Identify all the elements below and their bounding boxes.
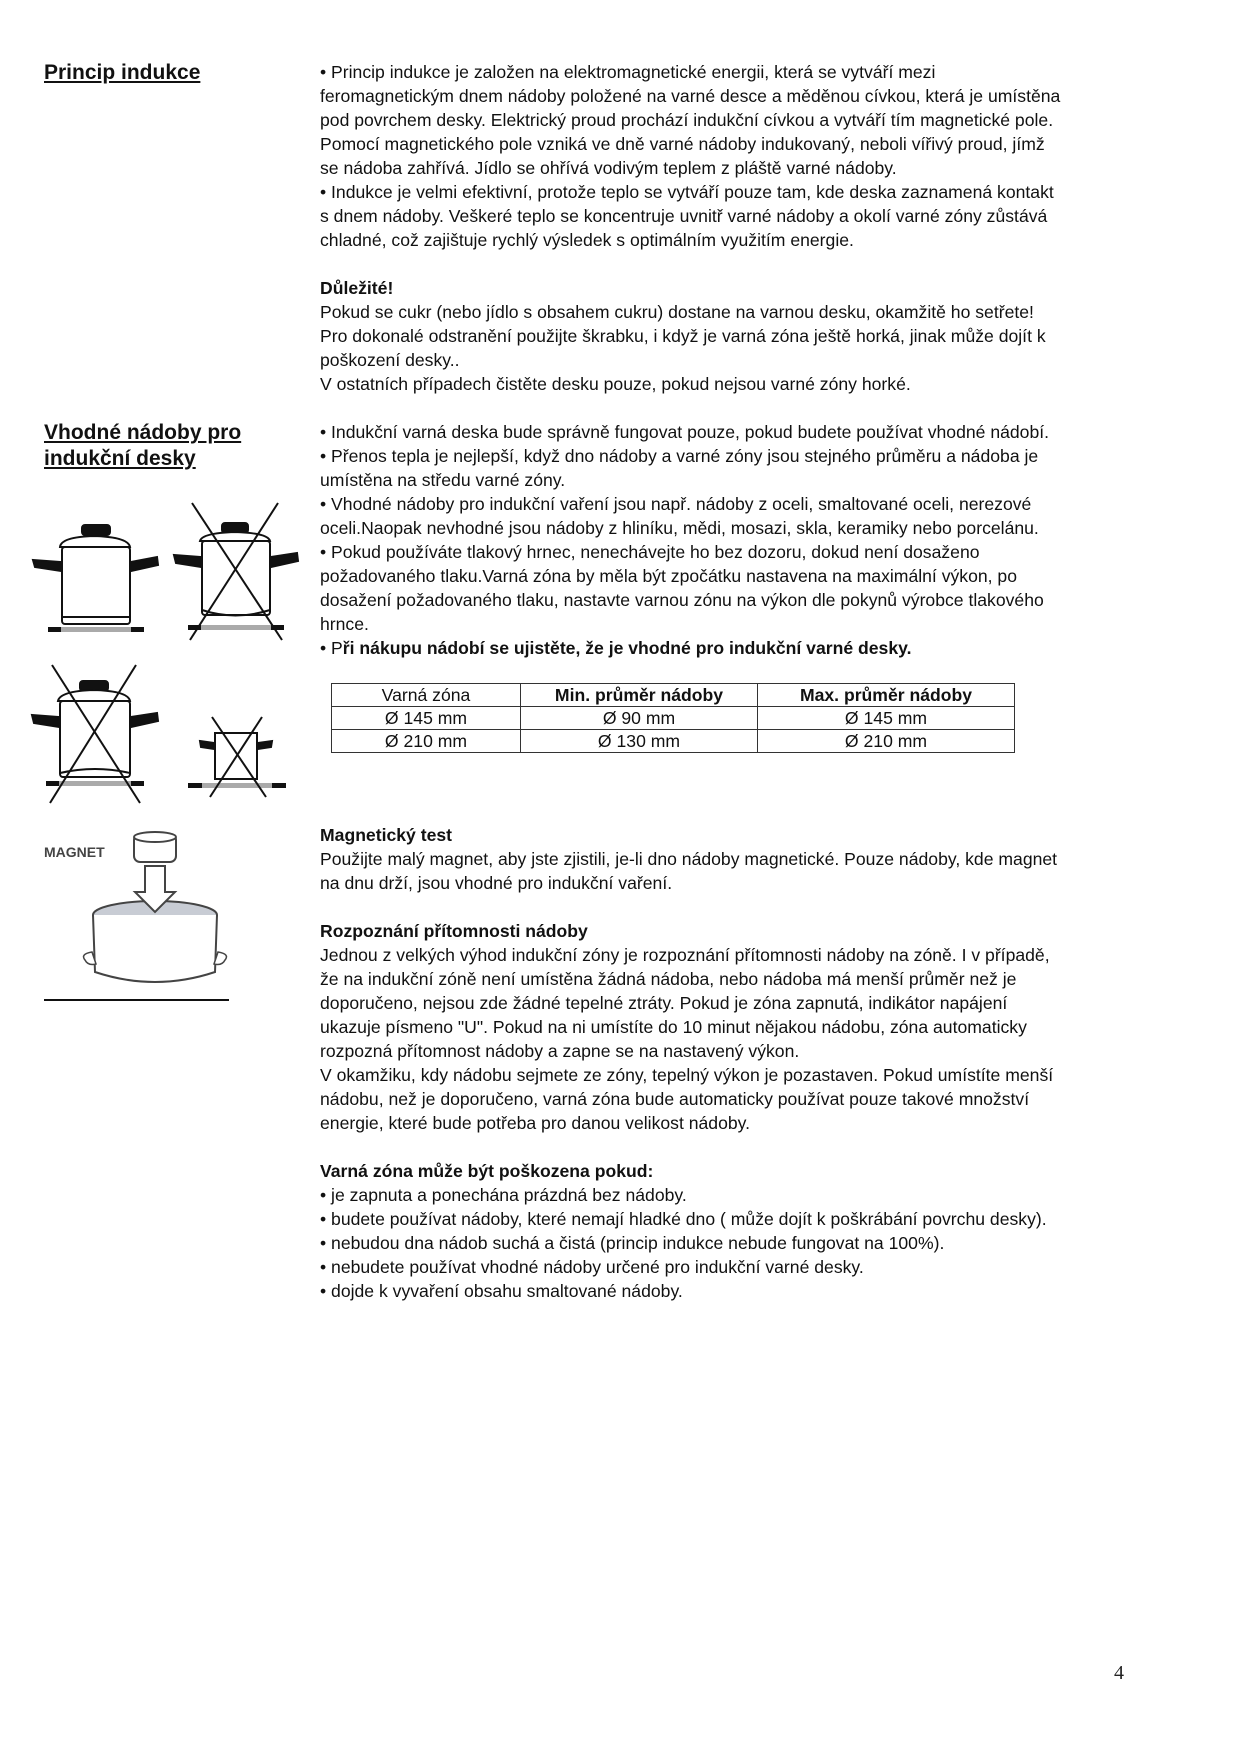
cookware-body bbox=[320, 420, 1210, 660]
table-header: Min. průměr nádoby bbox=[521, 684, 758, 707]
pot-uneven-base-icon bbox=[174, 503, 298, 640]
text-line: energie, které bude potřeba pro danou velikost nádoby. bbox=[320, 1113, 751, 1133]
text-line: se nádoba zahřívá. Jídlo se ohřívá vodivým teplem z pláště varné nádoby. bbox=[320, 158, 897, 178]
text-line: • Princip indukce je založen na elektromagnetické energii, která se vytváří mezi bbox=[320, 62, 936, 82]
table-header-row bbox=[332, 684, 1015, 707]
text-line: Pomocí magnetického pole vzniká ve dně varné nádoby indukovaný, neboli vířivý proud, jímž bbox=[320, 134, 1045, 154]
list-item: • nebudete používat vhodné nádoby určené pro indukční varné desky. bbox=[320, 1257, 864, 1277]
important-heading: Důležité! bbox=[320, 278, 394, 298]
text-line: požadovaného tlaku.Varná zóna by měla být zpočátku nastavena na maximální výkon, po bbox=[320, 566, 1018, 586]
list-item: • dojde k vyvaření obsahu smaltované nádoby. bbox=[320, 1281, 683, 1301]
text-line: Použijte malý magnet, aby jste zjistili, je-li dno nádoby magnetické. Pouze nádoby, kde magnet bbox=[320, 849, 1058, 869]
text-line: na dnu drží, jsou vhodné pro indukční vaření. bbox=[320, 873, 673, 893]
table-cell: Ø 130 mm bbox=[521, 730, 758, 753]
text-line: rozpozná přítomnost nádoby a zapne se na nastavený výkon. bbox=[320, 1041, 800, 1061]
table-cell: Ø 210 mm bbox=[758, 730, 1015, 753]
text-line: pod povrchem desky. Elektrický proud prochází indukční cívkou a vytváří tím magnetické pole. bbox=[320, 110, 1054, 130]
text-line: V ostatních případech čistěte desku pouze, pokud nejsou varné zóny horké. bbox=[320, 374, 911, 394]
principle-body bbox=[320, 60, 1210, 396]
text-line: • Přenos tepla je nejlepší, když dno nádoby a varné zóny jsou stejného průměru a nádoba je bbox=[320, 446, 1039, 466]
section-title-line: indukční desky bbox=[44, 447, 196, 470]
text-line: V okamžiku, kdy nádobu sejmete ze zóny, tepelný výkon je pozastaven. Pokud umístíte menší bbox=[320, 1065, 1054, 1085]
damage-heading: Varná zóna může být poškozena pokud: bbox=[320, 1161, 654, 1181]
text-line: s dnem nádoby. Veškeré teplo se koncentruje uvnitř varné nádoby a okolí varné zóny zůstává bbox=[320, 206, 1048, 226]
magnet-heading: Magnetický test bbox=[320, 825, 452, 845]
bold-note-prefix: • P bbox=[320, 638, 343, 658]
table-cell: Ø 145 mm bbox=[332, 707, 521, 730]
table-cell: Ø 210 mm bbox=[332, 730, 521, 753]
text-line: Pro dokonalé odstranění použijte škrabku, i když je varná zóna ještě horká, jinak může dojít k bbox=[320, 326, 1046, 346]
table-header: Max. průměr nádoby bbox=[758, 684, 1015, 707]
zone-diameter-table bbox=[331, 683, 1015, 753]
text-line: • Vhodné nádoby pro indukční vaření jsou např. nádoby z oceli, smaltované oceli, nerezové bbox=[320, 494, 1032, 514]
text-line: hrnce. bbox=[320, 614, 369, 634]
pot-small-icon bbox=[188, 717, 286, 797]
text-line: nádobu, než je doporučeno, varná zóna bude automaticky používat pouze takové množství bbox=[320, 1089, 1030, 1109]
text-line: feromagnetickým dnem nádoby položené na varné desce a měděnou cívkou, která je umístěna bbox=[320, 86, 1061, 106]
bold-note-text: ři nákupu nádobí se ujistěte, že je vhodné pro indukční varné desky. bbox=[342, 638, 912, 658]
text-line: • Indukční varná deska bude správně fungovat pouze, pokud budete používat vhodné nádobí. bbox=[320, 422, 1050, 442]
table-cell: Ø 145 mm bbox=[758, 707, 1015, 730]
magnet-test-illustration bbox=[30, 820, 230, 1000]
pot-too-small-base-icon bbox=[32, 665, 158, 803]
table-row bbox=[332, 707, 1015, 730]
text-line: oceli.Naopak nevhodné jsou nádoby z hliníku, mědi, mosazi, skla, keramiky nebo porcelánu. bbox=[320, 518, 1039, 538]
text-line: Jednou z velkých výhod indukční zóny je rozpoznání přítomnosti nádoby na zóně. I v případě, bbox=[320, 945, 1050, 965]
text-line: umístěna na středu varné zóny. bbox=[320, 470, 566, 490]
section-title-line: Vhodné nádoby pro bbox=[44, 421, 242, 444]
cookware-illustrations bbox=[30, 495, 310, 810]
magnet-body bbox=[320, 823, 1210, 1303]
pot-correct-icon bbox=[33, 525, 158, 632]
text-line: dosažení požadovaného tlaku, nastavte varnou zónu na výkon dle pokynů výrobce tlakového bbox=[320, 590, 1044, 610]
text-line: poškození desky.. bbox=[320, 350, 460, 370]
section-title-cookware bbox=[44, 420, 241, 472]
text-line: ukazuje písmeno "U". Pokud na ni umístíte do 10 minut nějakou nádobu, zóna automaticky bbox=[320, 1017, 1027, 1037]
table-cell: Ø 90 mm bbox=[521, 707, 758, 730]
text-line: • Pokud používáte tlakový hrnec, nenechávejte ho bez dozoru, dokud není dosaženo bbox=[320, 542, 980, 562]
list-item: • nebudou dna nádob suchá a čistá (princip indukce nebude fungovat na 100%). bbox=[320, 1233, 945, 1253]
detection-heading: Rozpoznání přítomnosti nádoby bbox=[320, 921, 588, 941]
section-title-principle: Princip indukce bbox=[44, 61, 201, 84]
text-line: že na indukční zóně není umístěna žádná nádoba, nebo nádoba má menší průměr než je bbox=[320, 969, 1017, 989]
magnet-label: MAGNET bbox=[44, 844, 105, 860]
table-header: Varná zóna bbox=[332, 684, 521, 707]
list-item: • je zapnuta a ponechána prázdná bez nádoby. bbox=[320, 1185, 687, 1205]
list-item: • budete používat nádoby, které nemají hladké dno ( může dojít k poškrábání povrchu desky). bbox=[320, 1209, 1047, 1229]
text-line: Pokud se cukr (nebo jídlo s obsahem cukru) dostane na varnou desku, okamžitě ho setřete! bbox=[320, 302, 1034, 322]
text-line: chladné, což zajištuje rychlý výsledek s optimálním využitím energie. bbox=[320, 230, 854, 250]
text-line: • Indukce je velmi efektivní, protože teplo se vytváří pouze tam, kde deska zaznamená kontakt bbox=[320, 182, 1054, 202]
page-number: 4 bbox=[1114, 1662, 1124, 1684]
divider-line bbox=[44, 999, 229, 1001]
bold-note bbox=[320, 636, 1210, 660]
table-row bbox=[332, 730, 1015, 753]
text-line: doporučeno, nejsou zde žádné tepelné ztráty. Pokud je zóna zapnutá, indikátor napájení bbox=[320, 993, 1008, 1013]
